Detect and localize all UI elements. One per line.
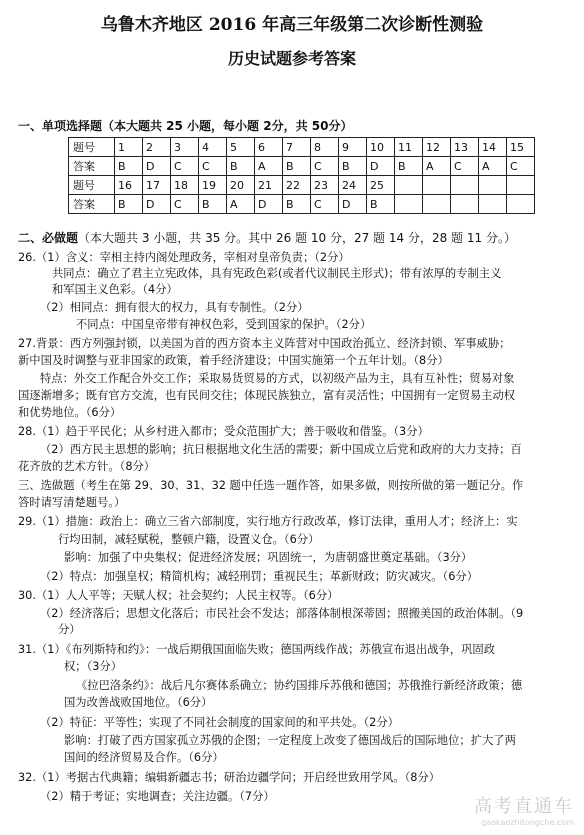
section-2-heading (18, 229, 516, 246)
answer-table-cell: 3 (171, 138, 199, 157)
answer-table-row (69, 195, 535, 214)
answer-line: （2）西方民主思想的影响；抗日根据地文化生活的需要；新中国成立后党和政府的大力支持；百 (40, 443, 522, 456)
answer-line: 28.（1）趋于平民化；从乡村进入都市；受众范围扩大；善于吸收和借鉴。（3分） (18, 425, 429, 438)
answer-line: 三、选做题（考生在第 29、30、31、32 题中任选一题作答，如果多做，则按所做的第一题记分。作 (18, 479, 524, 492)
answer-line: （2）经济落后；思想文化落后；市民社会不发达；部落体制根深蒂固；照搬美国的政治体制。（9 (40, 607, 524, 620)
answer-table-cell: 8 (311, 138, 339, 157)
answer-line: 花齐放的艺术方针。（8分） (18, 460, 156, 473)
answer-line: （2）特征：平等性；实现了不同社会制度的国家间的和平共处。（2分） (40, 716, 399, 729)
answer-table-cell: 4 (199, 138, 227, 157)
answer-line: 国间的经济贸易及合作。（6分） (64, 751, 224, 764)
answer-table-cell: C (311, 195, 339, 214)
answer-table-cell: 16 (115, 176, 143, 195)
answer-line: 27.背景：西方列强封锁，以美国为首的西方资本主义阵营对中国政治孤立、经济封锁、军事威胁； (18, 337, 511, 350)
answer-line: 影响：打破了西方国家孤立苏俄的企图；一定程度上改变了德国战后的国际地位；扩大了两 (64, 734, 516, 747)
answer-table-cell (395, 195, 423, 214)
answer-table-cell: 25 (367, 176, 395, 195)
answer-table-cell: 6 (255, 138, 283, 157)
answer-table-cell: C (171, 157, 199, 176)
answer-line: 国逐渐增多；既有官方交流，也有民间交往；体现民族独立，富有灵活性；中国拥有一定贸易主动权 (18, 389, 516, 402)
answer-table-cell: 11 (395, 138, 423, 157)
answer-table-row-label: 答案 (69, 195, 115, 214)
answer-table-cell: B (367, 195, 395, 214)
answer-line: 和优势地位。（6分） (18, 406, 122, 419)
answer-line: 行均田制，减轻赋税，整顿户籍，设置义仓。（6分） (58, 533, 320, 546)
answer-line: 29.（1）措施：政治上：确立三省六部制度，实行地方行政改革，修订法律，重用人才；经济上：实 (18, 515, 518, 528)
answer-line: 新中国及时调整与亚非国家的政策，着手经济建设；中国实施第一个五年计划。（8分） (18, 354, 449, 367)
answer-table-cell: B (115, 157, 143, 176)
answer-line: 《拉巴洛条约》：战后凡尔赛体系确立；协约国排斥苏俄和德国；苏俄推行新经济政策；德 (76, 679, 523, 692)
answer-line: （2）特点：加强皇权；精简机构；减轻刑罚；重视民生；革新财政；防灾减灾。（6分） (40, 570, 479, 583)
answer-line: 30.（1）人人平等；天赋人权；社会契约；人民主权等。（6分） (18, 589, 339, 602)
answer-table-cell: 15 (507, 138, 535, 157)
answer-table-cell: 1 (115, 138, 143, 157)
answer-table-row (69, 157, 535, 176)
section-1-heading: 一、单项选择题（本大题共 25 小题，每小题 2分，共 50分） (18, 119, 353, 133)
answer-line: 答时请写清楚题号。） (18, 496, 126, 509)
answer-table-cell: B (339, 157, 367, 176)
answer-table-cell: D (255, 195, 283, 214)
answer-line: 权；（3分） (64, 660, 123, 673)
answer-line: （2）精于考证；实地调查；关注边疆。（7分） (40, 790, 275, 803)
answer-table-cell: 13 (451, 138, 479, 157)
answer-table-cell: B (395, 157, 423, 176)
answer-table-cell: C (311, 157, 339, 176)
answer-table-cell: D (367, 157, 395, 176)
answer-table-cell: A (423, 157, 451, 176)
answer-table-cell: 24 (339, 176, 367, 195)
answer-table-cell: B (115, 195, 143, 214)
answer-table-cell: C (199, 157, 227, 176)
answer-table-cell: 5 (227, 138, 255, 157)
answer-line: 分） (58, 623, 81, 636)
answer-table-cell: C (171, 195, 199, 214)
watermark-logo (474, 792, 574, 827)
answer-table-row-label: 答案 (69, 157, 115, 176)
answer-table-row-label: 题号 (69, 176, 115, 195)
answer-table-cell: B (227, 157, 255, 176)
answer-table-cell: 19 (199, 176, 227, 195)
answer-line: 影响：加强了中央集权；促进经济发展；巩固统一，为唐朝盛世奠定基础。（3分） (64, 551, 473, 564)
answer-line: 特点：外交工作配合外交工作；采取易货贸易的方式，以初级产品为主，具有互补性；贸易对象 (40, 372, 515, 385)
answer-table-cell (507, 176, 535, 195)
section-2-note: （本大题共 3 小题，共 35 分。其中 26 题 10 分，27 题 14 分，28 题 11 分。） (78, 231, 516, 245)
answer-table-cell (395, 176, 423, 195)
answer-table-cell: A (227, 195, 255, 214)
answer-table-cell: D (143, 195, 171, 214)
answer-table (68, 137, 535, 214)
answer-table-cell: B (283, 195, 311, 214)
answer-table-cell: 18 (171, 176, 199, 195)
answer-table-row (69, 176, 535, 195)
answer-table-cell: 22 (283, 176, 311, 195)
page-title: 乌鲁木齐地区 2016 年高三年级第二次诊断性测验 (100, 15, 484, 35)
section-2-title: 二、必做题 (18, 231, 79, 245)
answer-table-cell: 17 (143, 176, 171, 195)
answer-line: 32.（1）考据古代典籍；编辑新疆志书；研治边疆学问；开启经世致用学风。（8分） (18, 771, 441, 784)
watermark-text: 高考直通车 (474, 796, 574, 817)
answer-table-cell (507, 195, 535, 214)
answer-line: 不同点：中国皇帝带有神权色彩，受到国家的保护。（2分） (76, 318, 372, 331)
answer-table-cell (451, 195, 479, 214)
page-subtitle: 历史试题参考答案 (227, 49, 356, 68)
answer-table-row (69, 138, 535, 157)
answer-table-cell (451, 176, 479, 195)
watermark-url: gaokaozhitongche.com (481, 818, 574, 827)
answer-line: （2）相同点：拥有很大的权力，具有专制性。（2分） (40, 301, 309, 314)
answer-table-cell: B (283, 157, 311, 176)
answer-table-cell: D (339, 195, 367, 214)
answer-table-cell: C (451, 157, 479, 176)
answer-line: 共同点：确立了君主立宪政体，具有宪政色彩(或者代议制民主形式)；带有浓厚的专制主义 (52, 267, 502, 280)
answer-table-cell: A (255, 157, 283, 176)
answer-table-cell: 2 (143, 138, 171, 157)
answer-table-cell: 23 (311, 176, 339, 195)
answer-table-cell: 10 (367, 138, 395, 157)
answer-table-cell: 7 (283, 138, 311, 157)
answer-table-cell: 20 (227, 176, 255, 195)
answer-table-cell: A (479, 157, 507, 176)
answer-table-cell (423, 195, 451, 214)
answer-table-cell (479, 176, 507, 195)
answer-table-cell: 12 (423, 138, 451, 157)
answer-line: 31.（1）《布列斯特和约》：一战后期俄国面临失败；德国两线作战；苏俄宣布退出战争，巩固政 (18, 643, 496, 656)
answer-line: 26.（1）含义：宰相主持内阁处理政务，宰相对皇帝负责；（2分） (18, 251, 350, 264)
answer-table-cell: D (143, 157, 171, 176)
answer-line: 国为改善战败国地位。（6分） (64, 696, 213, 709)
answer-table-row-label: 题号 (69, 138, 115, 157)
answer-table-cell: 21 (255, 176, 283, 195)
answer-table-cell: C (507, 157, 535, 176)
answer-line: 和军国主义色彩。（4分） (52, 283, 178, 296)
answer-table-cell: 14 (479, 138, 507, 157)
answer-table-cell: 9 (339, 138, 367, 157)
answer-table-cell (423, 176, 451, 195)
answer-table-cell: B (199, 195, 227, 214)
answer-table-cell (479, 195, 507, 214)
